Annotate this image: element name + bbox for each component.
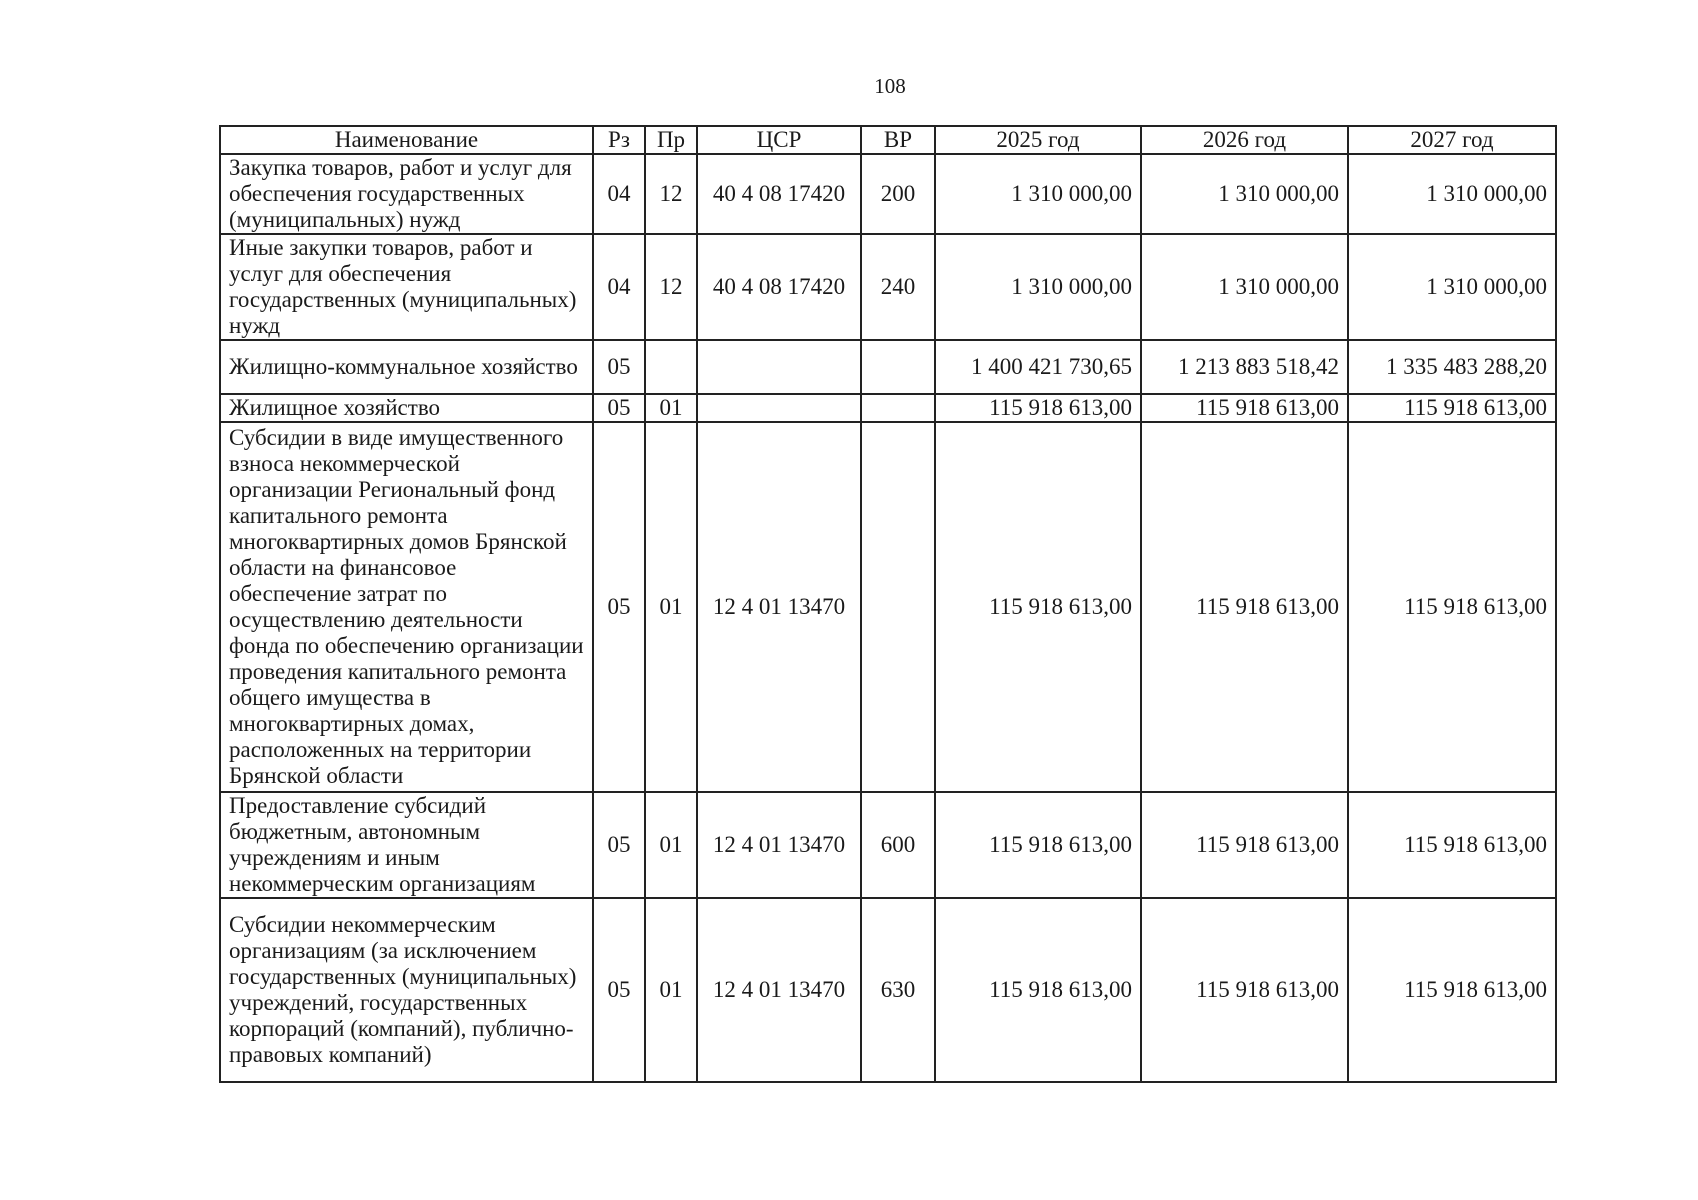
cell-rz: 04 bbox=[593, 234, 645, 340]
cell-rz: 05 bbox=[593, 340, 645, 394]
cell-2026: 1 310 000,00 bbox=[1141, 154, 1348, 234]
cell-csr: 12 4 01 13470 bbox=[697, 898, 861, 1082]
cell-csr bbox=[697, 394, 861, 422]
cell-rz: 05 bbox=[593, 422, 645, 792]
cell-rz: 05 bbox=[593, 394, 645, 422]
header-name: Наименование bbox=[220, 126, 593, 154]
cell-2026: 1 213 883 518,42 bbox=[1141, 340, 1348, 394]
table-row bbox=[220, 792, 1556, 898]
cell-2027: 1 335 483 288,20 bbox=[1348, 340, 1556, 394]
cell-2025: 115 918 613,00 bbox=[935, 394, 1141, 422]
cell-2025: 115 918 613,00 bbox=[935, 422, 1141, 792]
header-2025: 2025 год bbox=[935, 126, 1141, 154]
header-rz: Рз bbox=[593, 126, 645, 154]
cell-name: Закупка товаров, работ и услуг для обеспечения государственных (муниципальных) нужд bbox=[220, 154, 593, 234]
cell-rz: 05 bbox=[593, 898, 645, 1082]
cell-csr: 40 4 08 17420 bbox=[697, 234, 861, 340]
table-row bbox=[220, 422, 1556, 792]
cell-2026: 115 918 613,00 bbox=[1141, 792, 1348, 898]
cell-rz: 05 bbox=[593, 792, 645, 898]
cell-2027: 1 310 000,00 bbox=[1348, 234, 1556, 340]
header-2026: 2026 год bbox=[1141, 126, 1348, 154]
cell-csr: 12 4 01 13470 bbox=[697, 792, 861, 898]
cell-2026: 115 918 613,00 bbox=[1141, 898, 1348, 1082]
cell-vr: 600 bbox=[861, 792, 935, 898]
cell-name: Субсидии в виде имущественного взноса некоммерческой организации Региональный фонд капитального ремонта многоквартирных домов Брянской области на финансовое обеспечение затрат по осуществлению деятельности фонда по обеспечению организации проведения капитального ремонта общего имущества в многоквартирных домах, расположенных на территории Брянской области bbox=[220, 422, 593, 792]
cell-csr: 12 4 01 13470 bbox=[697, 422, 861, 792]
cell-vr: 630 bbox=[861, 898, 935, 1082]
cell-rz: 04 bbox=[593, 154, 645, 234]
header-vr: ВР bbox=[861, 126, 935, 154]
budget-table bbox=[219, 125, 1557, 1083]
cell-name: Субсидии некоммерческим организациям (за исключением государственных (муниципальных) учреждений, государственных корпораций (компаний), публично-правовых компаний) bbox=[220, 898, 593, 1082]
cell-2025: 1 400 421 730,65 bbox=[935, 340, 1141, 394]
header-pr: Пр bbox=[645, 126, 697, 154]
cell-2027: 115 918 613,00 bbox=[1348, 422, 1556, 792]
cell-2026: 115 918 613,00 bbox=[1141, 394, 1348, 422]
cell-2025: 115 918 613,00 bbox=[935, 792, 1141, 898]
table-row bbox=[220, 898, 1556, 1082]
cell-csr bbox=[697, 340, 861, 394]
cell-vr bbox=[861, 422, 935, 792]
cell-vr bbox=[861, 394, 935, 422]
cell-vr: 240 bbox=[861, 234, 935, 340]
cell-name: Жилищное хозяйство bbox=[220, 394, 593, 422]
cell-2027: 115 918 613,00 bbox=[1348, 792, 1556, 898]
cell-pr: 01 bbox=[645, 792, 697, 898]
cell-pr: 01 bbox=[645, 898, 697, 1082]
header-csr: ЦСР bbox=[697, 126, 861, 154]
cell-pr: 01 bbox=[645, 394, 697, 422]
cell-2027: 115 918 613,00 bbox=[1348, 898, 1556, 1082]
table-row bbox=[220, 234, 1556, 340]
cell-2026: 115 918 613,00 bbox=[1141, 422, 1348, 792]
cell-2027: 115 918 613,00 bbox=[1348, 394, 1556, 422]
cell-2025: 1 310 000,00 bbox=[935, 234, 1141, 340]
cell-vr: 200 bbox=[861, 154, 935, 234]
table-row bbox=[220, 394, 1556, 422]
table-row bbox=[220, 340, 1556, 394]
table-row bbox=[220, 154, 1556, 234]
table-header-row bbox=[220, 126, 1556, 154]
cell-2025: 115 918 613,00 bbox=[935, 898, 1141, 1082]
page-number: 108 bbox=[874, 74, 906, 98]
cell-name: Жилищно-коммунальное хозяйство bbox=[220, 340, 593, 394]
cell-pr: 12 bbox=[645, 234, 697, 340]
cell-pr: 12 bbox=[645, 154, 697, 234]
cell-2026: 1 310 000,00 bbox=[1141, 234, 1348, 340]
cell-pr bbox=[645, 340, 697, 394]
cell-name: Иные закупки товаров, работ и услуг для обеспечения государственных (муниципальных) нужд bbox=[220, 234, 593, 340]
cell-2025: 1 310 000,00 bbox=[935, 154, 1141, 234]
cell-csr: 40 4 08 17420 bbox=[697, 154, 861, 234]
cell-vr bbox=[861, 340, 935, 394]
cell-2027: 1 310 000,00 bbox=[1348, 154, 1556, 234]
cell-pr: 01 bbox=[645, 422, 697, 792]
header-2027: 2027 год bbox=[1348, 126, 1556, 154]
cell-name: Предоставление субсидий бюджетным, автономным учреждениям и иным некоммерческим организациям bbox=[220, 792, 593, 898]
